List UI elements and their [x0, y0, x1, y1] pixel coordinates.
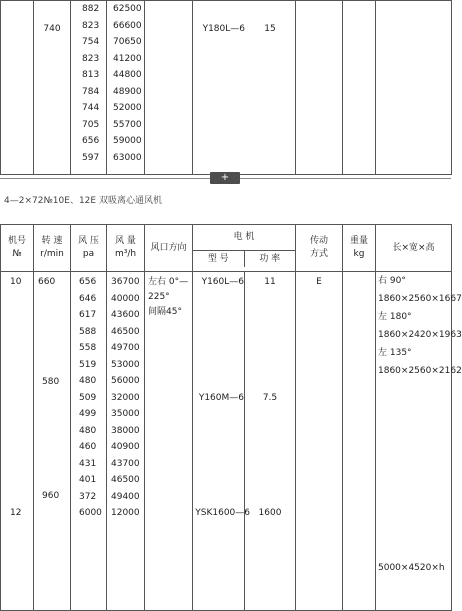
cell-text: r/min — [40, 249, 64, 259]
speed-580: 580 — [42, 376, 60, 387]
motor-model-960: YSK1600—6 — [195, 508, 250, 518]
pressure-value: 744 — [82, 103, 100, 113]
pressure-value: 431 — [79, 458, 97, 469]
drive-col — [296, 272, 343, 611]
motor-power-660: 11 — [264, 277, 276, 287]
flow-col — [107, 272, 145, 611]
pressure-value: 597 — [82, 152, 100, 163]
pressure-cell — [71, 1, 107, 175]
top-data-table — [0, 0, 452, 175]
dims-value: 1860×2560×1667 — [378, 294, 462, 304]
dims-value: 左 180° — [378, 312, 412, 322]
cell-text: 转 速 — [41, 236, 63, 246]
cell-text: 左右 0°— — [148, 277, 189, 287]
header-machine-no — [1, 225, 34, 272]
cell-text: 风 压 — [78, 236, 99, 246]
table-row — [1, 272, 452, 611]
pressure-value: 480 — [79, 376, 97, 386]
pressure-value: 372 — [79, 491, 97, 502]
pressure-value: 705 — [82, 119, 100, 130]
motor-model-col — [193, 272, 250, 611]
pressure-value: 823 — [82, 53, 100, 64]
motor-power-580: 7.5 — [262, 392, 278, 403]
flow-value: 56000 — [111, 376, 140, 386]
flow-960: 12000 — [111, 508, 140, 518]
pressure-value: 617 — [79, 310, 97, 320]
outlet-cell — [145, 1, 193, 175]
pressure-value: 509 — [79, 392, 97, 403]
header-motor — [193, 225, 296, 272]
pressure-value: 401 — [79, 475, 97, 485]
header-outlet — [145, 225, 193, 272]
header-motor-power: 功 率 — [244, 251, 296, 267]
cell-text: 风口方向 — [150, 242, 187, 253]
machine-no-10: 10 — [10, 277, 22, 287]
cell-text: pa — [82, 249, 95, 259]
motor-power-col — [245, 272, 296, 611]
cell-text: 电 机 — [233, 232, 255, 242]
speed-col — [34, 272, 71, 611]
flow-value: 36700 — [111, 277, 140, 287]
flow-value: 40900 — [111, 442, 140, 452]
flow-value: 55700 — [113, 119, 142, 130]
speed-960: 960 — [42, 491, 60, 501]
speed-cell — [34, 1, 71, 175]
cell-text: 重量 — [349, 236, 368, 246]
pressure-value: 480 — [79, 425, 97, 436]
motor-model: Y180L—6 — [202, 24, 245, 34]
motor-model-660: Y160L—6 — [201, 277, 244, 287]
pressure-value: 784 — [82, 86, 100, 97]
motor-model-580: Y160M—6 — [198, 392, 244, 403]
weight-col — [343, 272, 376, 611]
header-row — [1, 225, 452, 272]
header-pressure — [71, 225, 107, 272]
machine-no-cell — [1, 1, 34, 175]
dims-col — [376, 272, 462, 611]
pressure-960: 6000 — [79, 508, 102, 518]
flow-value: 44800 — [113, 70, 142, 80]
cell-text: 长×宽×高 — [392, 242, 435, 253]
flow-value: 62500 — [113, 4, 142, 14]
expand-button[interactable] — [210, 172, 240, 184]
dims-value: 左 135° — [378, 348, 412, 358]
motor-power: 15 — [264, 24, 276, 34]
header-speed — [34, 225, 71, 272]
flow-value: 52000 — [113, 103, 142, 113]
drive-cell — [296, 1, 343, 175]
pressure-value: 460 — [79, 442, 97, 452]
flow-value: 43700 — [111, 458, 140, 469]
dims-960: 5000×4520×h — [378, 563, 445, 573]
cell-text: 间隔45° — [148, 307, 182, 317]
pressure-value: 588 — [79, 326, 97, 337]
flow-value: 35000 — [111, 409, 140, 419]
machine-no-12: 12 — [10, 507, 22, 518]
pressure-value: 646 — [79, 293, 97, 304]
flow-value: 46500 — [111, 326, 140, 337]
flow-value: 46500 — [111, 475, 140, 485]
speed-value: 740 — [43, 24, 61, 34]
header-drive — [296, 225, 343, 272]
outlet-col — [145, 272, 193, 611]
table-caption: 4—2×72№10E、12E 双吸离心通风机 — [4, 196, 162, 206]
header-flow — [107, 225, 145, 272]
pressure-col — [71, 272, 107, 611]
flow-value: 53000 — [111, 359, 140, 370]
cell-text: 方式 — [309, 249, 328, 259]
cell-text: № — [12, 249, 22, 259]
fan-spec-table — [0, 224, 462, 611]
cell-text: 传动 — [309, 236, 328, 246]
flow-value: 70650 — [113, 37, 142, 47]
flow-value: 63000 — [113, 152, 142, 163]
flow-value: 40000 — [111, 293, 140, 304]
flow-value: 38000 — [111, 425, 140, 436]
pressure-value: 558 — [79, 343, 97, 353]
weight-cell — [343, 1, 376, 175]
pressure-value: 754 — [82, 37, 100, 47]
cell-text: m³/h — [114, 249, 137, 259]
pressure-value: 882 — [82, 4, 100, 14]
pressure-value: 499 — [79, 409, 97, 419]
pressure-value: 519 — [79, 359, 97, 370]
header-weight — [343, 225, 376, 272]
machine-no-col — [1, 272, 34, 611]
pressure-value: 813 — [82, 70, 100, 80]
dims-value: 1860×2560×2162 — [378, 366, 462, 376]
flow-value: 49700 — [111, 343, 140, 353]
flow-value: 66600 — [113, 20, 142, 31]
flow-cell — [107, 1, 145, 175]
cell-text: 机号 — [7, 236, 26, 246]
cell-text: 风 量 — [115, 236, 136, 246]
flow-value: 59000 — [113, 136, 142, 146]
pressure-value: 656 — [82, 136, 100, 146]
speed-660: 660 — [38, 277, 56, 287]
flow-value: 32000 — [111, 392, 140, 403]
flow-value: 49400 — [111, 491, 140, 502]
dims-cell — [376, 1, 452, 175]
drive-type: E — [316, 277, 322, 287]
cell-text: 225° — [148, 292, 170, 302]
flow-value: 43600 — [111, 310, 140, 320]
motor-cell — [193, 1, 296, 175]
motor-power-960: 1600 — [258, 508, 282, 518]
dims-value: 1860×2420×1963 — [378, 330, 462, 340]
header-motor-model: 型 号 — [207, 254, 229, 264]
dims-value: 右 90° — [378, 276, 406, 286]
plus-icon: + — [220, 172, 230, 183]
pressure-value: 656 — [79, 277, 97, 287]
flow-value: 41200 — [113, 53, 142, 64]
header-dims — [376, 225, 452, 272]
pressure-value: 823 — [82, 20, 100, 31]
cell-text: kg — [353, 249, 365, 259]
flow-value: 48900 — [113, 86, 142, 97]
